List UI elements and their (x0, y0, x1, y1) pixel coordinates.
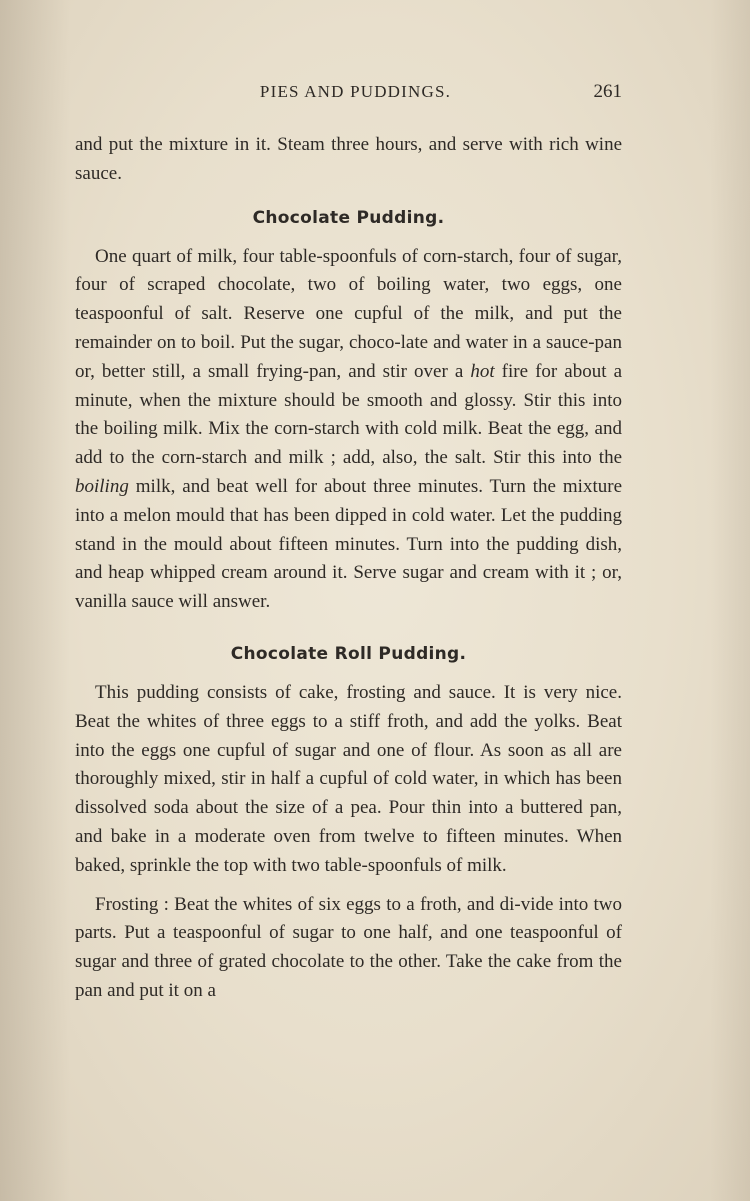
text-run: milk, and beat well for about three minutes. Turn the mixture into a melon mould that has been dipped in cold water. Let the pudding stand in the mould about fifteen minutes. Turn into the pudding dish, and heap whipped cream around it. Serve sugar and cream with it ; or, vanilla sauce will answer. (75, 475, 623, 613)
text-run: One quart of milk, four table-spoonfuls of corn-starch, four of sugar, four of scraped chocolate, two of boiling water, two eggs, one teaspoonful of salt. Reserve one cupful of the milk, and put the remainder on to boil. Put the sugar, choco-late and water in a sauce-pan or, better still, a small frying-pan, and stir over a (75, 245, 622, 382)
paragraph-chocolate-pudding (75, 243, 622, 617)
page-body (75, 131, 622, 1006)
text-run: fire for about a minute, when the mixture should be smooth and glossy. Stir this into the boiling milk. Mix the corn-starch with cold milk. Beat the egg, and add to the corn-starch and milk ; add, also, the salt. Stir this into the (75, 360, 623, 469)
running-title: PIES AND PUDDINGS. (259, 82, 452, 101)
italic-word: boiling (75, 475, 129, 497)
paragraph-chocolate-roll-pudding: This pudding consists of cake, frosting and sauce. It is very nice. Beat the whites of three eggs to a stiff froth, and add the yolks. Beat into the eggs one cupful of sugar and one of flour. As soon as all are thoroughly mixed, stir in half a cupful of cold water, in which has been dissolved soda about the size of a pea. Pour thin into a buttered pan, and bake in a moderate oven from twelve to fifteen minutes. When baked, sprinkle the top with two table-spoonfuls of milk. (75, 681, 622, 876)
page-header (75, 82, 622, 110)
paragraph-frosting: Frosting : Beat the whites of six eggs to a froth, and di-vide into two parts. Put a teaspoonful of sugar to one half, and one teaspoonful of sugar and three of grated chocolate to the other. Take the cake from the pan and put it on a (75, 893, 622, 1001)
italic-word: hot (470, 360, 495, 382)
recipe-heading-chocolate-pudding: Chocolate Pudding. (252, 207, 445, 228)
paragraph-continuation: and put the mixture in it. Steam three hours, and serve with rich wine sauce. (75, 134, 622, 184)
recipe-heading-chocolate-roll-pudding: Chocolate Roll Pudding. (230, 643, 467, 664)
page-number: 261 (593, 81, 622, 102)
